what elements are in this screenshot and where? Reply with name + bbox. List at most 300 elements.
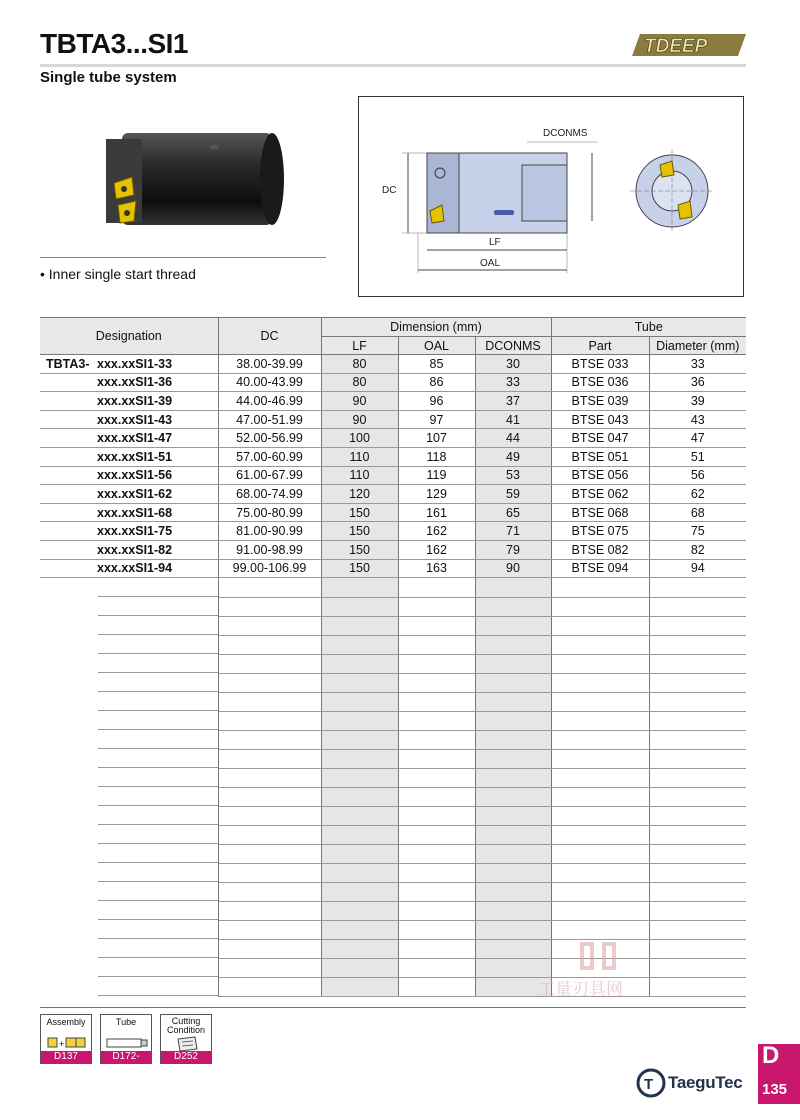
cell-part: BTSE 036 <box>551 373 649 392</box>
cell-dc <box>218 806 321 825</box>
ref-cutting-condition-page: D252 <box>161 1051 211 1063</box>
cell-designation <box>40 977 218 996</box>
cell-lf <box>321 616 398 635</box>
cell-dc <box>218 768 321 787</box>
empty-row <box>40 825 746 844</box>
cell-dia <box>649 787 746 806</box>
drawing-svg <box>372 125 732 275</box>
cell-oal <box>398 977 475 996</box>
cell-dc <box>218 920 321 939</box>
svg-text:TDEEP: TDEEP <box>644 36 708 57</box>
svg-text:+: + <box>59 1039 65 1049</box>
cell-lf <box>321 939 398 958</box>
cell-oal: 162 <box>398 522 475 541</box>
row-rule <box>98 711 218 730</box>
cell-dc <box>218 635 321 654</box>
cell-part <box>551 882 649 901</box>
cell-designation <box>40 768 218 787</box>
cell-designation <box>40 711 218 730</box>
cell-part: BTSE 082 <box>551 540 649 559</box>
empty-row <box>40 597 746 616</box>
table-row <box>40 559 746 578</box>
dconms-label: DCONMS <box>543 128 588 139</box>
title-divider <box>40 64 746 67</box>
cell-dconms: 33 <box>475 373 551 392</box>
cell-dc <box>218 939 321 958</box>
cell-dconms <box>475 901 551 920</box>
cell-dconms: 71 <box>475 522 551 541</box>
cell-designation <box>40 410 218 429</box>
cell-dc: 52.00-56.99 <box>218 429 321 448</box>
header-dc: DC <box>218 318 321 355</box>
row-rule <box>98 901 218 920</box>
cell-part: BTSE 039 <box>551 392 649 411</box>
cell-dia <box>649 806 746 825</box>
cell-dia: 51 <box>649 447 746 466</box>
cell-oal: 96 <box>398 392 475 411</box>
cell-dc: 61.00-67.99 <box>218 466 321 485</box>
cell-dia <box>649 578 746 598</box>
cell-designation <box>40 578 218 598</box>
cell-lf <box>321 806 398 825</box>
cell-dc <box>218 882 321 901</box>
cell-dc: 47.00-51.99 <box>218 410 321 429</box>
cell-dconms <box>475 711 551 730</box>
cell-dc: 75.00-80.99 <box>218 503 321 522</box>
cell-oal: 162 <box>398 540 475 559</box>
cell-dia <box>649 635 746 654</box>
cell-designation <box>40 597 218 616</box>
cell-designation <box>40 373 218 392</box>
cell-part <box>551 673 649 692</box>
cell-part <box>551 616 649 635</box>
cell-lf <box>321 958 398 977</box>
cell-dia: 62 <box>649 485 746 504</box>
cell-dc: 99.00-106.99 <box>218 559 321 578</box>
cell-part: BTSE 051 <box>551 447 649 466</box>
cell-designation <box>40 466 218 485</box>
cell-oal: 85 <box>398 355 475 374</box>
table-row <box>40 540 746 559</box>
designation-code: xxx.xxSI1-36 <box>97 375 173 390</box>
designation-code: xxx.xxSI1-94 <box>97 561 173 576</box>
cell-oal <box>398 749 475 768</box>
cell-dconms: 41 <box>475 410 551 429</box>
cell-lf: 110 <box>321 447 398 466</box>
cell-lf: 120 <box>321 485 398 504</box>
cell-lf <box>321 882 398 901</box>
cell-dia: 94 <box>649 559 746 578</box>
cell-dconms: 90 <box>475 559 551 578</box>
cell-dc <box>218 673 321 692</box>
ref-cutting-condition[interactable] <box>160 1014 212 1064</box>
header-dconms: DCONMS <box>475 337 551 355</box>
ref-tube-page: D172-D173 <box>101 1051 151 1063</box>
cell-dconms <box>475 673 551 692</box>
cell-dia <box>649 863 746 882</box>
cell-part <box>551 825 649 844</box>
cell-oal <box>398 939 475 958</box>
cell-oal: 107 <box>398 429 475 448</box>
cell-designation <box>40 616 218 635</box>
cell-part <box>551 806 649 825</box>
cell-dia <box>649 882 746 901</box>
row-rule <box>98 616 218 635</box>
empty-row <box>40 901 746 920</box>
ref-tube-label: Tube <box>115 1017 137 1027</box>
cell-dc <box>218 730 321 749</box>
cell-designation <box>40 863 218 882</box>
cell-lf: 80 <box>321 373 398 392</box>
cell-lf <box>321 920 398 939</box>
cell-lf: 150 <box>321 559 398 578</box>
ref-assembly-label: Assembly <box>46 1017 86 1027</box>
cell-lf: 90 <box>321 410 398 429</box>
designation-code: xxx.xxSI1-82 <box>97 542 173 557</box>
cell-oal <box>398 920 475 939</box>
cell-part: BTSE 047 <box>551 429 649 448</box>
cell-dia: 39 <box>649 392 746 411</box>
row-rule <box>98 958 218 977</box>
row-rule <box>98 844 218 863</box>
cell-designation <box>40 882 218 901</box>
cell-dia: 56 <box>649 466 746 485</box>
cell-designation <box>40 901 218 920</box>
cell-oal <box>398 730 475 749</box>
header-dimension: Dimension (mm) <box>321 318 551 337</box>
cell-part: BTSE 033 <box>551 355 649 374</box>
cell-dconms <box>475 806 551 825</box>
cell-dconms: 49 <box>475 447 551 466</box>
cell-designation <box>40 787 218 806</box>
specification-table <box>40 317 746 997</box>
cell-dconms: 65 <box>475 503 551 522</box>
cell-lf <box>321 825 398 844</box>
cell-designation <box>40 749 218 768</box>
cell-dconms: 30 <box>475 355 551 374</box>
cell-oal <box>398 863 475 882</box>
cell-dconms <box>475 958 551 977</box>
empty-row <box>40 730 746 749</box>
cell-designation <box>40 429 218 448</box>
cell-lf <box>321 787 398 806</box>
table-row <box>40 503 746 522</box>
cell-oal: 163 <box>398 559 475 578</box>
page-number: 135 <box>762 1081 788 1098</box>
cell-oal <box>398 597 475 616</box>
watermark <box>538 940 682 1010</box>
cell-lf <box>321 749 398 768</box>
cell-dc: 81.00-90.99 <box>218 522 321 541</box>
cell-dc <box>218 977 321 996</box>
row-rule <box>98 825 218 844</box>
cell-oal: 161 <box>398 503 475 522</box>
designation-code: xxx.xxSI1-62 <box>97 486 173 501</box>
row-rule <box>98 977 218 996</box>
cell-designation <box>40 939 218 958</box>
cell-dc <box>218 863 321 882</box>
cell-designation <box>40 730 218 749</box>
cell-oal <box>398 711 475 730</box>
cell-dia <box>649 711 746 730</box>
table-row <box>40 447 746 466</box>
cell-designation <box>40 447 218 466</box>
row-rule <box>98 597 218 616</box>
table-row <box>40 466 746 485</box>
cell-dc: 68.00-74.99 <box>218 485 321 504</box>
cell-lf: 150 <box>321 540 398 559</box>
cell-part <box>551 901 649 920</box>
cell-part: BTSE 094 <box>551 559 649 578</box>
cell-part <box>551 863 649 882</box>
cell-dia <box>649 825 746 844</box>
cell-dc <box>218 616 321 635</box>
empty-row <box>40 578 746 598</box>
cell-designation <box>40 806 218 825</box>
cell-dc: 38.00-39.99 <box>218 355 321 374</box>
cell-lf: 110 <box>321 466 398 485</box>
cell-lf <box>321 711 398 730</box>
page-subtitle: Single tube system <box>40 69 177 86</box>
cell-designation <box>40 635 218 654</box>
cell-dc <box>218 711 321 730</box>
cell-oal <box>398 616 475 635</box>
cell-designation <box>40 844 218 863</box>
empty-row <box>40 920 746 939</box>
cell-lf <box>321 654 398 673</box>
cell-part: BTSE 075 <box>551 522 649 541</box>
cell-dc <box>218 654 321 673</box>
cell-oal <box>398 882 475 901</box>
cell-dc: 40.00-43.99 <box>218 373 321 392</box>
row-rule <box>98 578 218 597</box>
empty-row <box>40 654 746 673</box>
cell-dia: 75 <box>649 522 746 541</box>
cell-dia: 47 <box>649 429 746 448</box>
empty-row <box>40 806 746 825</box>
cell-dconms <box>475 863 551 882</box>
cell-dconms <box>475 597 551 616</box>
cell-dconms <box>475 939 551 958</box>
table-row <box>40 522 746 541</box>
tool-photo <box>100 125 290 235</box>
page-title: TBTA3...SI1 <box>40 28 189 59</box>
cell-lf: 90 <box>321 392 398 411</box>
cell-lf: 100 <box>321 429 398 448</box>
cell-oal <box>398 654 475 673</box>
cell-dconms <box>475 882 551 901</box>
cell-part: BTSE 062 <box>551 485 649 504</box>
cell-dia <box>649 901 746 920</box>
header-diameter: Diameter (mm) <box>649 337 746 355</box>
row-rule <box>98 692 218 711</box>
cell-lf <box>321 977 398 996</box>
cell-dc <box>218 958 321 977</box>
cell-oal <box>398 578 475 598</box>
section-letter: D <box>762 1042 780 1069</box>
cell-dia <box>649 597 746 616</box>
cell-lf: 150 <box>321 522 398 541</box>
cell-oal: 119 <box>398 466 475 485</box>
cell-part <box>551 787 649 806</box>
ref-assembly[interactable] <box>40 1014 92 1064</box>
header-lf: LF <box>321 337 398 355</box>
cell-oal: 97 <box>398 410 475 429</box>
cell-dia: 43 <box>649 410 746 429</box>
cell-dconms <box>475 749 551 768</box>
dc-label: DC <box>382 185 397 196</box>
table-row <box>40 392 746 411</box>
cell-designation <box>40 654 218 673</box>
cell-dconms <box>475 578 551 598</box>
designation-prefix: TBTA3- <box>46 356 90 371</box>
row-rule <box>98 920 218 939</box>
cell-dc <box>218 844 321 863</box>
cell-dconms <box>475 730 551 749</box>
oal-label: OAL <box>480 258 501 269</box>
table-body <box>40 355 746 997</box>
cell-dc <box>218 825 321 844</box>
row-rule <box>98 787 218 806</box>
cell-lf: 150 <box>321 503 398 522</box>
row-rule <box>98 882 218 901</box>
cell-part <box>551 635 649 654</box>
cell-dc <box>218 901 321 920</box>
designation-code: xxx.xxSI1-39 <box>97 393 173 408</box>
row-rule <box>98 654 218 673</box>
header-designation: Designation <box>40 318 218 355</box>
table-row <box>40 373 746 392</box>
cell-lf <box>321 597 398 616</box>
cell-dc <box>218 692 321 711</box>
cell-part: BTSE 043 <box>551 410 649 429</box>
cell-dia <box>649 673 746 692</box>
cell-dc: 44.00-46.99 <box>218 392 321 411</box>
cell-part: BTSE 068 <box>551 503 649 522</box>
table-row <box>40 410 746 429</box>
ref-cutting-condition-label: Cutting Condition <box>166 1016 206 1035</box>
cell-lf: 80 <box>321 355 398 374</box>
cell-lf <box>321 635 398 654</box>
cell-dc <box>218 749 321 768</box>
row-rule <box>98 806 218 825</box>
cell-lf <box>321 863 398 882</box>
cell-dia <box>649 692 746 711</box>
cell-dconms <box>475 692 551 711</box>
row-rule <box>98 863 218 882</box>
empty-row <box>40 692 746 711</box>
tdeep-logo <box>632 30 748 60</box>
empty-row <box>40 673 746 692</box>
lf-label: LF <box>489 237 501 248</box>
cell-dconms: 37 <box>475 392 551 411</box>
cell-lf <box>321 844 398 863</box>
cell-part <box>551 692 649 711</box>
cell-dc <box>218 578 321 598</box>
tube-icon <box>105 1037 149 1049</box>
cell-oal <box>398 635 475 654</box>
cell-dia <box>649 844 746 863</box>
cell-dc: 57.00-60.99 <box>218 447 321 466</box>
cutting-condition-icon <box>175 1037 199 1051</box>
ref-tube[interactable] <box>100 1014 152 1074</box>
cell-oal: 86 <box>398 373 475 392</box>
cell-lf <box>321 673 398 692</box>
cell-dconms: 79 <box>475 540 551 559</box>
cell-designation <box>40 673 218 692</box>
section-divider <box>40 257 326 258</box>
designation-code: xxx.xxSI1-51 <box>97 449 173 464</box>
feature-note: • Inner single start thread <box>40 266 196 282</box>
cell-dia: 68 <box>649 503 746 522</box>
cell-oal <box>398 673 475 692</box>
designation-code: xxx.xxSI1-47 <box>97 431 173 446</box>
row-rule <box>98 768 218 787</box>
table-row <box>40 429 746 448</box>
cell-oal <box>398 692 475 711</box>
empty-row <box>40 882 746 901</box>
cell-oal <box>398 806 475 825</box>
cell-dconms: 59 <box>475 485 551 504</box>
empty-row <box>40 844 746 863</box>
cell-dia <box>649 749 746 768</box>
watermark-text: 工量刃具网 <box>538 980 623 1000</box>
cell-designation <box>40 540 218 559</box>
cell-dconms <box>475 654 551 673</box>
cell-part: BTSE 056 <box>551 466 649 485</box>
designation-code: xxx.xxSI1-75 <box>97 524 173 539</box>
empty-row <box>40 863 746 882</box>
cell-dconms: 44 <box>475 429 551 448</box>
cell-designation <box>40 825 218 844</box>
cell-dconms <box>475 616 551 635</box>
cell-dconms <box>475 844 551 863</box>
cell-dia: 82 <box>649 540 746 559</box>
cell-dc <box>218 597 321 616</box>
cell-oal: 118 <box>398 447 475 466</box>
table-row <box>40 485 746 504</box>
cell-part <box>551 844 649 863</box>
header-oal: OAL <box>398 337 475 355</box>
header-tube: Tube <box>551 318 746 337</box>
cell-designation <box>40 392 218 411</box>
cell-lf <box>321 768 398 787</box>
designation-code: xxx.xxSI1-43 <box>97 412 173 427</box>
cell-designation <box>40 485 218 504</box>
cell-lf <box>321 578 398 598</box>
designation-code: xxx.xxSI1-56 <box>97 468 173 483</box>
technical-drawing <box>372 125 732 275</box>
cell-lf <box>321 692 398 711</box>
cell-part <box>551 597 649 616</box>
row-rule <box>98 749 218 768</box>
cell-designation <box>40 958 218 977</box>
cell-dia <box>649 768 746 787</box>
cell-designation <box>40 559 218 578</box>
cell-designation <box>40 692 218 711</box>
designation-code: xxx.xxSI1-33 <box>97 356 173 371</box>
cell-designation <box>40 920 218 939</box>
cell-dia <box>649 616 746 635</box>
cell-dia: 33 <box>649 355 746 374</box>
empty-row <box>40 749 746 768</box>
cell-designation <box>40 503 218 522</box>
empty-row <box>40 635 746 654</box>
cell-part <box>551 730 649 749</box>
cell-part <box>551 749 649 768</box>
cell-oal <box>398 958 475 977</box>
cell-dconms <box>475 768 551 787</box>
